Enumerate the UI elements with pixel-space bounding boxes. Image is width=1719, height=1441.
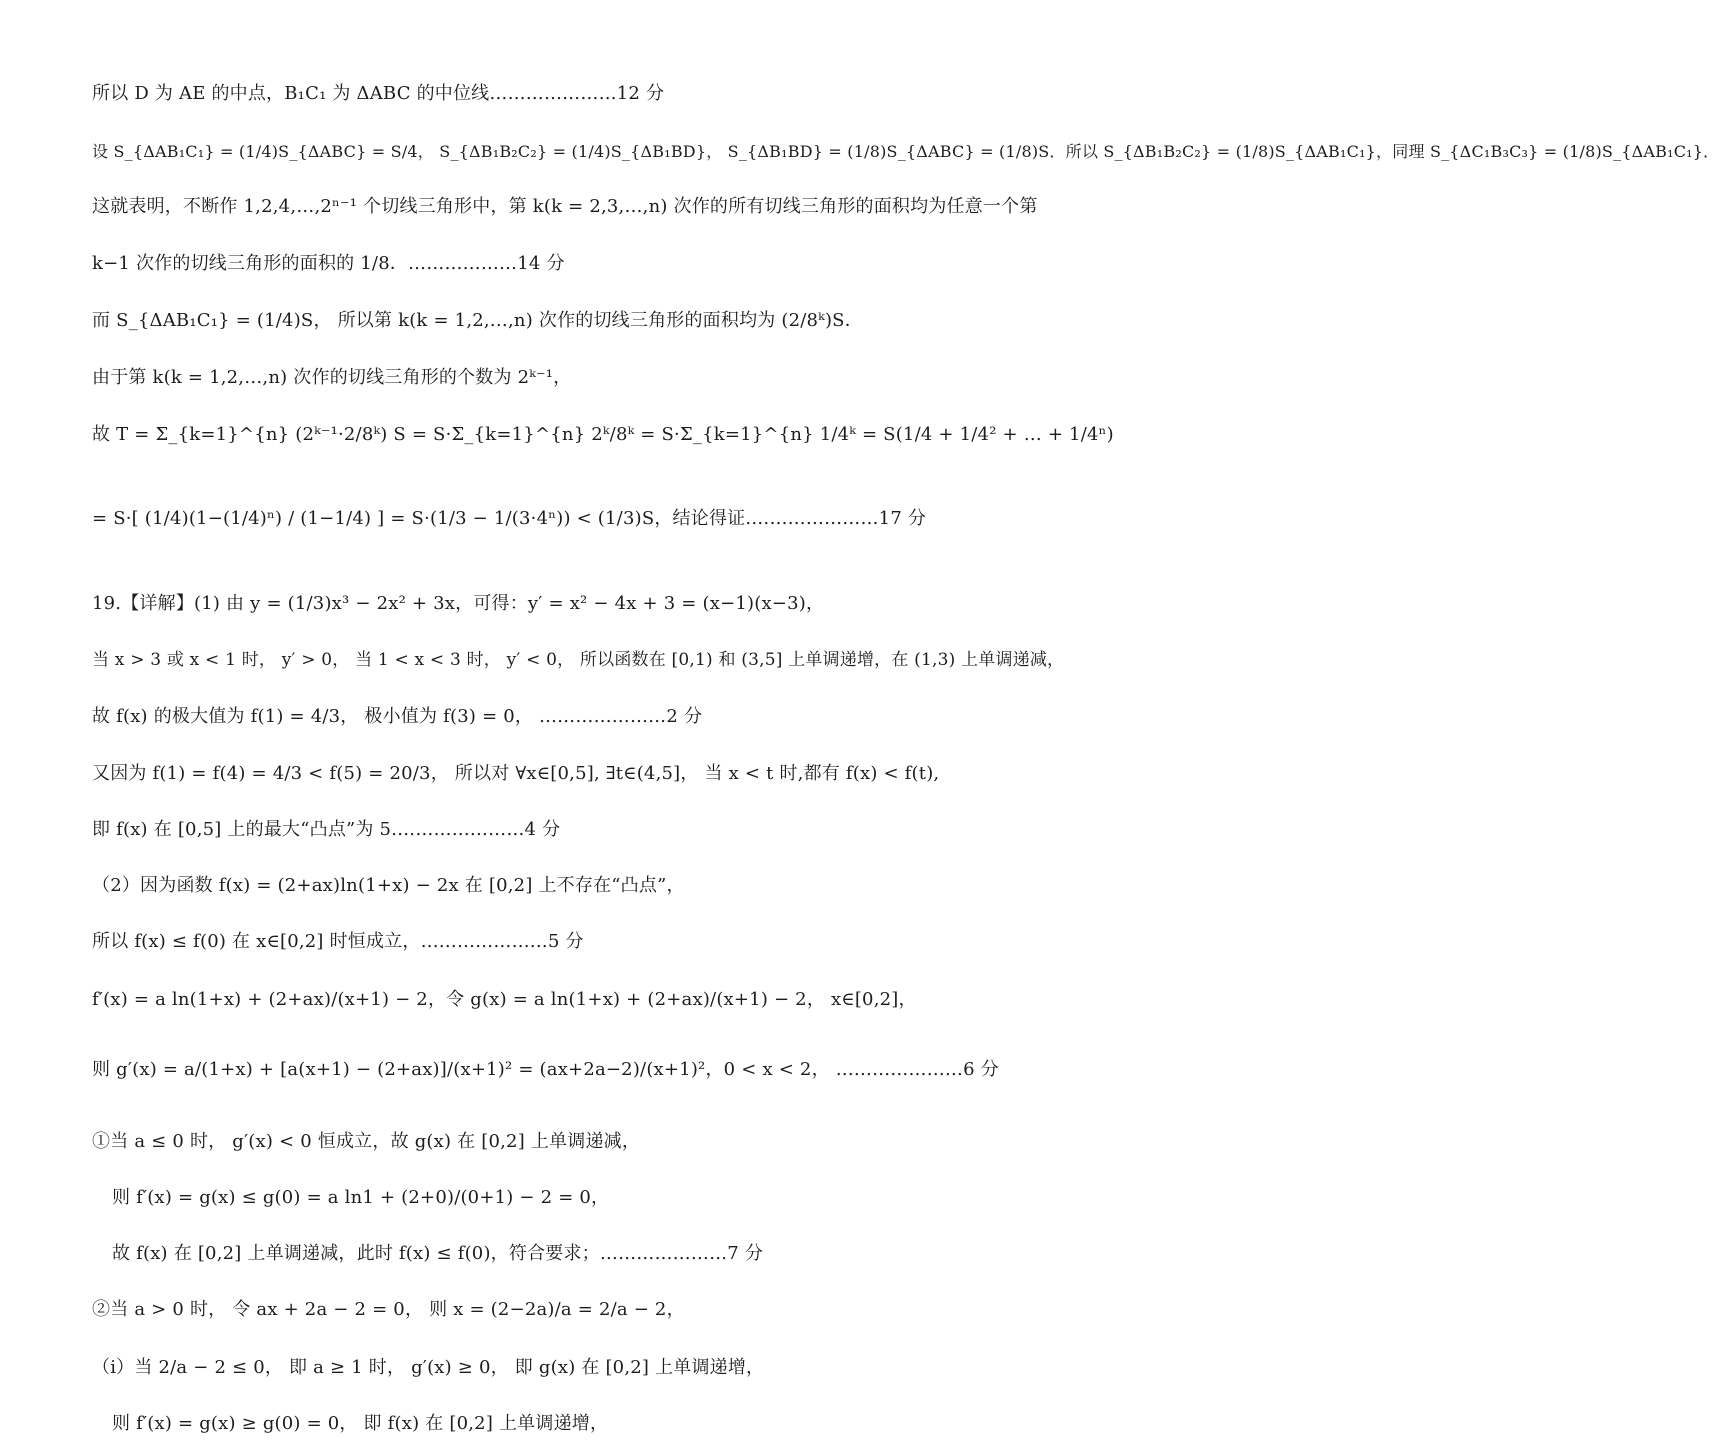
text-line: 所以 f(x) ≤ f(0) 在 x∈[0,2] 时恒成立，…………………5 分 [92,931,584,952]
text-line: 这就表明，不断作 1,2,4,…,2ⁿ⁻¹ 个切线三角形中，第 k(k = 2,3,…,n) 次作的所有切线三角形的面积均为任意一个第 [92,196,1038,217]
text-line: ②当 a > 0 时， 令 ax + 2a − 2 = 0， 则 x = (2−2a)/a = 2/a − 2， [92,1299,685,1320]
text-line: 故 f(x) 的极大值为 f(1) = 4/3， 极小值为 f(3) = 0， …………………2 分 [92,706,703,727]
text-line: = S·[ (1/4)(1−(1/4)ⁿ) / (1−1/4) ] = S·(1/3 − 1/(3·4ⁿ)) < (1/3)S，结论得证.…………………17 分 [92,508,927,529]
text-line: （2）因为函数 f(x) = (2+ax)ln(1+x) − 2x 在 [0,2] 上不存在“凸点”， [92,875,685,896]
text-line: 故 T = Σ_{k=1}^{n} (2ᵏ⁻¹·2/8ᵏ) S = S·Σ_{k=1}^{n} 2ᵏ/8ᵏ = S·Σ_{k=1}^{n} 1/4ᵏ = S(1/4 + 1/4² + … + 1/4ⁿ) [92,424,1114,445]
text-line: f′(x) = a ln(1+x) + (2+ax)/(x+1) − 2，令 g(x) = a ln(1+x) + (2+ax)/(x+1) − 2， x∈[0,2]， [92,989,917,1010]
text-line: 设 S_{ΔAB₁C₁} = (1/4)S_{ΔABC} = S/4， S_{ΔB₁B₂C₂} = (1/4)S_{ΔB₁BD}， S_{ΔB₁BD} = (1/8)S_{ΔABC} = (1/8)S．所以 S_{ΔB₁B₂C₂} = (1/8)S_{ΔAB₁C₁}，同理 S_{ΔC₁B₃C₃} = (1/8)S_{ΔAB₁C₁}． [92,142,1719,161]
text-line: 则 f′(x) = g(x) ≤ g(0) = a ln1 + (2+0)/(0+1) − 2 = 0， [112,1187,610,1208]
text-line: 即 f(x) 在 [0,5] 上的最大“凸点”为 5.…………………4 分 [92,819,561,840]
text-line: ①当 a ≤ 0 时， g′(x) < 0 恒成立，故 g(x) 在 [0,2] 上单调递减， [92,1131,641,1152]
text-line: 故 f(x) 在 [0,2] 上单调递减，此时 f(x) ≤ f(0)，符合要求；…………………7 分 [112,1243,764,1264]
text-line: 而 S_{ΔAB₁C₁} = (1/4)S， 所以第 k(k = 1,2,…,n) 次作的切线三角形的面积均为 (2/8ᵏ)S． [92,310,863,331]
text-line: 19.【详解】(1) 由 y = (1/3)x³ − 2x² + 3x，可得：y′ = x² − 4x + 3 = (x−1)(x−3)， [92,593,825,614]
text-line: k−1 次作的切线三角形的面积的 1/8．………………14 分 [92,253,565,274]
text-line: （i）当 2/a − 2 ≤ 0， 即 a ≥ 1 时， g′(x) ≥ 0， 即 g(x) 在 [0,2] 上单调递增， [92,1357,765,1378]
text-line: 所以 D 为 AE 的中点，B₁C₁ 为 ΔABC 的中位线…………………12 分 [92,83,665,104]
text-line: 又因为 f(1) = f(4) = 4/3 < f(5) = 20/3， 所以对 ∀x∈[0,5], ∃t∈(4,5]， 当 x < t 时,都有 f(x) < f(t), [92,763,940,784]
text-line: 则 f′(x) = g(x) ≥ g(0) = 0， 即 f(x) 在 [0,2] 上单调递增， [112,1413,609,1434]
text-line: 当 x > 3 或 x < 1 时， y′ > 0， 当 1 < x < 3 时， y′ < 0， 所以函数在 [0,1) 和 (3,5] 上单调递增，在 (1,3) 上单调递减， [92,650,1065,670]
text-line: 由于第 k(k = 1,2,…,n) 次作的切线三角形的个数为 2ᵏ⁻¹， [92,367,572,388]
text-line: 则 g′(x) = a/(1+x) + [a(x+1) − (2+ax)]/(x+1)² = (ax+2a−2)/(x+1)²，0 < x < 2， …………………6 分 [92,1059,999,1080]
